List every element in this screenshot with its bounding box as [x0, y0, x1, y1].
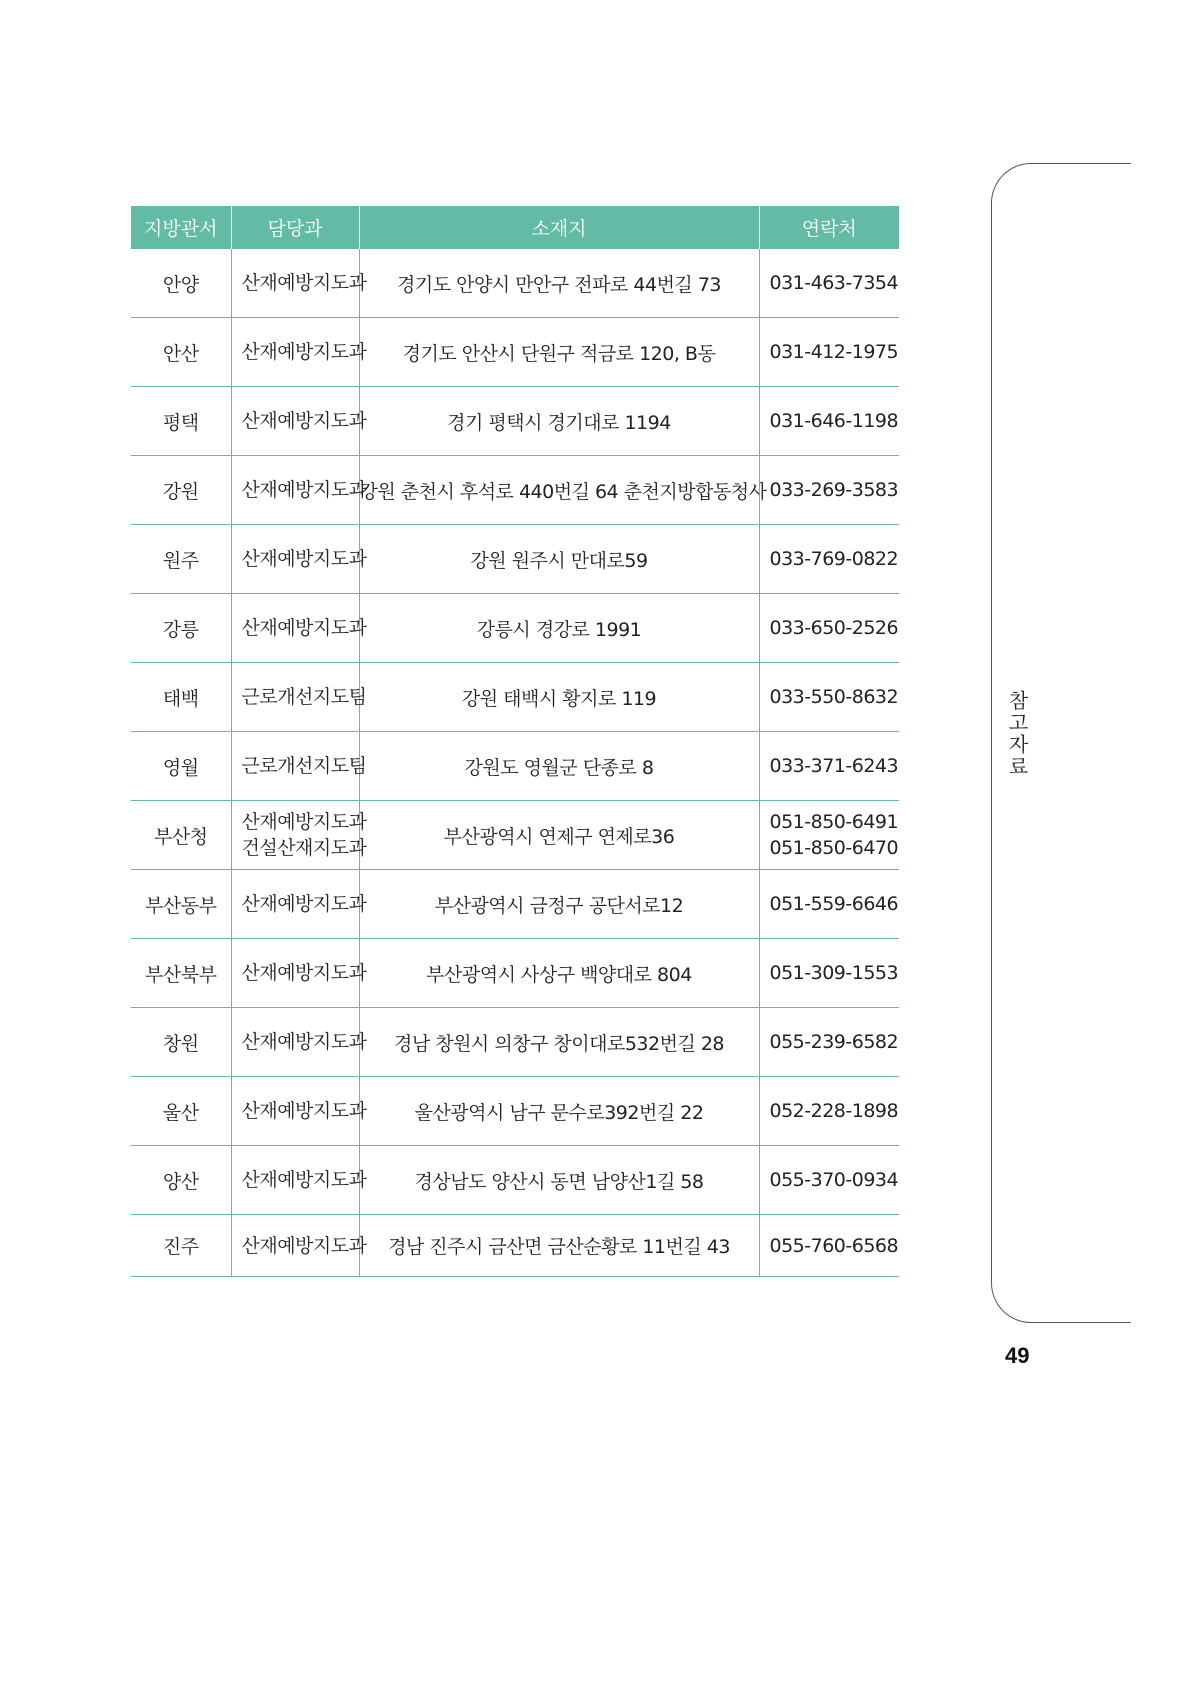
- office-cell: 부산북부: [131, 939, 231, 1008]
- phone-line: 052-228-1898: [769, 1100, 899, 1122]
- table-row: [131, 594, 899, 663]
- dept-line: 산재예방지도과: [241, 962, 367, 984]
- address-cell: 경상남도 양산시 동면 남양산1길 58: [359, 1146, 759, 1215]
- phone-cell: [759, 318, 899, 387]
- phone-line: 055-239-6582: [769, 1031, 899, 1053]
- header-dept: 담당과: [231, 206, 359, 249]
- dept-cell: [231, 594, 367, 663]
- phone-line: 031-646-1198: [769, 410, 899, 432]
- dept-line: 건설산재지도과: [241, 837, 367, 859]
- header-row: [131, 206, 899, 249]
- dept-cell: [231, 456, 367, 525]
- address-cell: 강릉시 경강로 1991: [359, 594, 759, 663]
- office-cell: 울산: [131, 1077, 231, 1146]
- header-address: 소재지: [359, 206, 759, 249]
- phone-cell: [759, 387, 899, 456]
- office-cell: 부산동부: [131, 870, 231, 939]
- table-row: [131, 939, 899, 1008]
- table-row: [131, 801, 899, 870]
- phone-cell: [759, 1077, 899, 1146]
- dept-cell: [231, 939, 367, 1008]
- phone-line: 055-370-0934: [769, 1169, 899, 1191]
- phone-cell: [759, 249, 899, 318]
- page-number: 49: [1005, 1343, 1030, 1368]
- phone-cell: [759, 939, 899, 1008]
- phone-line: 033-769-0822: [769, 548, 899, 570]
- dept-line: 산재예방지도과: [241, 1234, 367, 1257]
- table-row: [131, 1215, 899, 1277]
- phone-line: 051-850-6470: [769, 837, 899, 859]
- dept-cell: [231, 732, 367, 801]
- phone-line: 033-650-2526: [769, 617, 899, 639]
- dept-line: 산재예방지도과: [241, 410, 367, 432]
- phone-line: 031-463-7354: [769, 272, 899, 294]
- office-cell: 안양: [131, 249, 231, 318]
- address-cell: 경남 창원시 의창구 창이대로532번길 28: [359, 1008, 759, 1077]
- phone-cell: [759, 732, 899, 801]
- phone-cell: [759, 525, 899, 594]
- phone-cell: [759, 1146, 899, 1215]
- phone-line: 051-309-1553: [769, 962, 899, 984]
- table-row: [131, 318, 899, 387]
- table-row: [131, 456, 899, 525]
- table-row: [131, 1146, 899, 1215]
- address-cell: 경기 평택시 경기대로 1194: [359, 387, 759, 456]
- phone-cell: [759, 1008, 899, 1077]
- office-cell: 진주: [131, 1215, 231, 1277]
- address-cell: 강원 춘천시 후석로 440번길 64 춘천지방합동청사: [359, 456, 759, 525]
- phone-cell: [759, 663, 899, 732]
- table-body: [131, 249, 899, 1277]
- address-cell: 강원도 영월군 단종로 8: [359, 732, 759, 801]
- dept-line: 근로개선지도팀: [241, 686, 367, 708]
- header-office: 지방관서: [131, 206, 231, 249]
- dept-cell: [231, 249, 367, 318]
- phone-cell: [759, 594, 899, 663]
- office-cell: 영월: [131, 732, 231, 801]
- office-cell: 양산: [131, 1146, 231, 1215]
- dept-cell: [231, 1146, 367, 1215]
- table-header: [131, 206, 899, 249]
- dept-line: 산재예방지도과: [241, 1031, 367, 1053]
- table-row: [131, 1008, 899, 1077]
- dept-line: 산재예방지도과: [241, 548, 367, 570]
- table-row: [131, 1077, 899, 1146]
- phone-line: 051-850-6491: [769, 811, 899, 833]
- table-row: [131, 732, 899, 801]
- address-cell: 경남 진주시 금산면 금산순황로 11번길 43: [359, 1215, 759, 1277]
- dept-line: 산재예방지도과: [241, 272, 367, 294]
- dept-cell: [231, 1215, 367, 1277]
- office-cell: 원주: [131, 525, 231, 594]
- dept-line: 산재예방지도과: [241, 811, 367, 833]
- dept-line: 산재예방지도과: [241, 1100, 367, 1122]
- table-row: [131, 525, 899, 594]
- office-cell: 강릉: [131, 594, 231, 663]
- dept-cell: [231, 801, 367, 870]
- dept-cell: [231, 663, 367, 732]
- office-cell: 창원: [131, 1008, 231, 1077]
- dept-cell: [231, 1008, 367, 1077]
- phone-cell: [759, 801, 899, 870]
- phone-cell: [759, 870, 899, 939]
- phone-line: 051-559-6646: [769, 893, 899, 915]
- dept-line: 산재예방지도과: [241, 341, 367, 363]
- dept-cell: [231, 870, 367, 939]
- phone-line: 033-269-3583: [769, 479, 899, 501]
- phone-line: 033-371-6243: [769, 755, 899, 777]
- dept-cell: [231, 525, 367, 594]
- dept-line: 산재예방지도과: [241, 479, 367, 501]
- address-cell: 부산광역시 사상구 백양대로 804: [359, 939, 759, 1008]
- address-cell: 울산광역시 남구 문수로392번길 22: [359, 1077, 759, 1146]
- phone-line: 031-412-1975: [769, 341, 899, 363]
- phone-cell: [759, 456, 899, 525]
- dept-line: 산재예방지도과: [241, 893, 367, 915]
- dept-cell: [231, 318, 367, 387]
- office-contact-table: [131, 206, 899, 1277]
- dept-line: 산재예방지도과: [241, 1169, 367, 1191]
- side-tab-label: 참고자료: [1005, 690, 1029, 778]
- address-cell: 강원 원주시 만대로59: [359, 525, 759, 594]
- address-cell: 부산광역시 금정구 공단서로12: [359, 870, 759, 939]
- address-cell: 경기도 안양시 만안구 전파로 44번길 73: [359, 249, 759, 318]
- office-cell: 태백: [131, 663, 231, 732]
- dept-cell: [231, 1077, 367, 1146]
- office-cell: 부산청: [131, 801, 231, 870]
- address-cell: 부산광역시 연제구 연제로36: [359, 801, 759, 870]
- table-row: [131, 387, 899, 456]
- office-cell: 평택: [131, 387, 231, 456]
- table-row: [131, 870, 899, 939]
- header-phone: 연락처: [759, 206, 899, 249]
- address-cell: 경기도 안산시 단원구 적금로 120, B동: [359, 318, 759, 387]
- phone-cell: [759, 1215, 899, 1277]
- office-cell: 강원: [131, 456, 231, 525]
- phone-line: 033-550-8632: [769, 686, 899, 708]
- phone-line: 055-760-6568: [769, 1234, 899, 1257]
- address-cell: 강원 태백시 황지로 119: [359, 663, 759, 732]
- table-row: [131, 663, 899, 732]
- office-cell: 안산: [131, 318, 231, 387]
- table-row: [131, 249, 899, 318]
- dept-cell: [231, 387, 367, 456]
- dept-line: 산재예방지도과: [241, 617, 367, 639]
- dept-line: 근로개선지도팀: [241, 755, 367, 777]
